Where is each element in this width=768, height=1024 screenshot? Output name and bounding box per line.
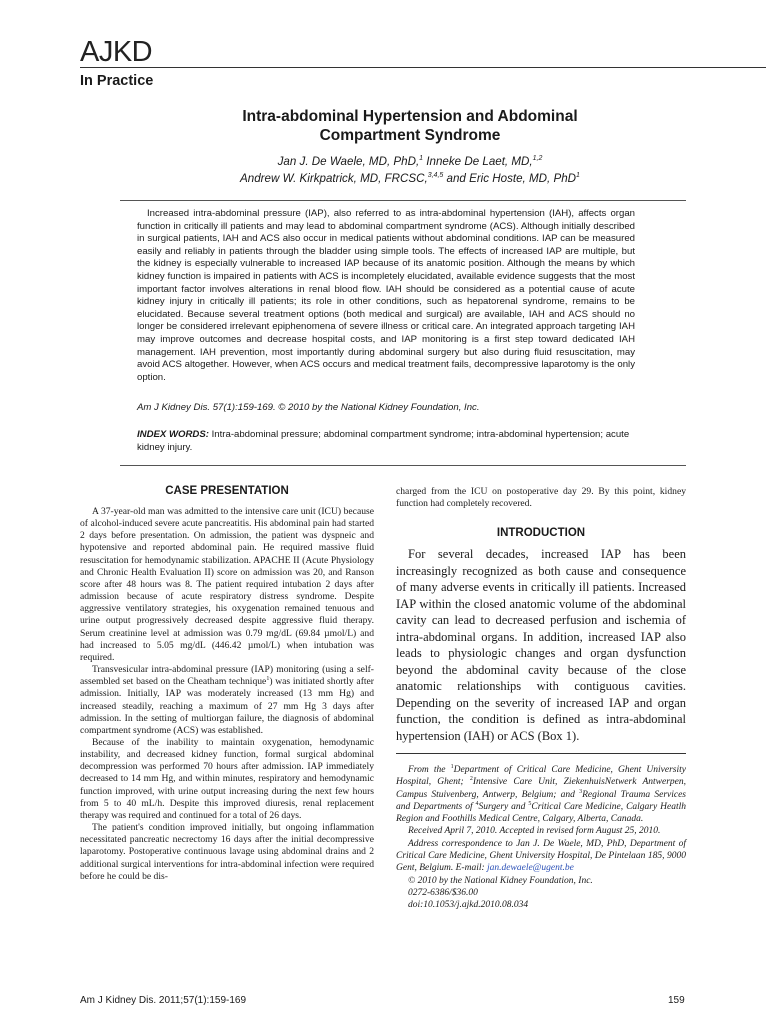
affiliation-text: Department of Critical Care Medicine, Ghent University Hospital, Ghent;: [396, 765, 686, 788]
affiliations: [396, 764, 686, 912]
affiliation-text: Regional Trauma Services and Departments of: [396, 789, 686, 812]
affiliation-paragraph: [396, 764, 686, 825]
affiliation-marker: 2: [469, 776, 473, 783]
affiliation-marker: 4: [475, 800, 479, 807]
author-name: Andrew W. Kirkpatrick, MD, FRCSC,: [240, 172, 428, 185]
author-name: Jan J. De Waele, MD, PhD,: [277, 155, 420, 168]
author-list: [110, 153, 710, 187]
introduction-paragraph: For several decades, increased IAP has been increasingly recognized as both cause and consequence of many adverse events in critically ill patients. Increased IAP within the closed anatomic volume of the abdominal cavity can lead to decreased perfusion and ischemia of intra-abdominal organs. In addition, increased IAP also leads to physiologic changes and organ dysfunction beyond the abdominal cavity because of the close anatomic relationships with contiguous cavities. Depending on the severity of increased IAP and organ function, the condition is defined as intra-abdominal hypertension (IAH) or ACS (Box 1).: [396, 547, 686, 744]
introduction-heading: INTRODUCTION: [496, 527, 586, 539]
page-number: 159: [668, 995, 685, 1006]
doi: doi:10.1053/j.ajkd.2010.08.034: [408, 900, 529, 911]
author-name: Inneke De Laet, MD,: [423, 155, 533, 168]
header-divider: [80, 67, 766, 68]
correspondence: [396, 838, 686, 875]
case-paragraph: A 37-year-old man was admitted to the intensive care unit (ICU) because of alcohol-induced severe acute pancreatitis. His abdominal pain had started 2 days before presentation. On admission, the patient was dyspneic and hypotensive and reported abdominal pain. He required massive fluid resuscitation for hemodynamic stabilization. APACHE II (Acute Physiology and Chronic Health Evaluation II) score on admission was 20, and Ranson score after 48 hours was 8. The patient required intubation 2 days after admission because of acute respiratory distress syndrome. Despite aggressive ventilatory strategies, his oxygenation remained tenuous and urine output progressively decreased despite aggressive fluid therapy. Serum creatinine level at admission was 0.79 mg/dL (69.84 µmol/L) and had increased to 5.05 mg/dL (446.42 µmol/L) when intubation was required.: [80, 506, 374, 663]
case-continuation: [396, 486, 686, 510]
case-text: ) was initiated shortly after admission. Initially, IAP was moderately increased (13 mm Hg) and increased steadily, reaching a maximum of 27 mm Hg 3 days after admission. In the setting of multiorgan failure, the diagnosis of abdominal compartment syndrome (ACS) was established.: [80, 676, 375, 736]
introduction-body: [396, 546, 686, 745]
abstract-citation: Am J Kidney Dis. 57(1):159-169. © 2010 by the National Kidney Foundation, Inc.: [137, 402, 480, 413]
index-words: [137, 429, 635, 454]
article-title: [130, 107, 690, 145]
case-paragraph: The patient's condition improved initially, but ongoing inflammation necessitated pancreatic necrectomy 16 days after the initial decompressive laparotomy. Postoperative continuous lavage using abdominal drains and 2 additional surgical interventions for intra-abdominal infection were required before he could be dis-: [80, 822, 374, 882]
affiliation-text: Surgery and: [478, 801, 529, 812]
case-paragraph: Because of the inability to maintain oxygenation, hemodynamic instability, and decreased kidney function, formal surgical abdominal decompression was performed 70 hours after admission. IAP immediately decreased to 14 mm Hg, and within minutes, respiratory and hemodynamic function improved, with urine output increasing during the next few hours from 5 to 40 mL/h. Despite this improved diuresis, renal replacement therapy was required and continued for a total of 26 days.: [80, 736, 374, 821]
copyright: © 2010 by the National Kidney Foundation, Inc.: [408, 875, 593, 886]
affiliation-text: From the: [408, 765, 451, 775]
author-affiliation: 1: [576, 172, 580, 179]
author-affiliation: 3,4,5: [427, 172, 444, 179]
email-link[interactable]: jan.dewaele@ugent.be: [487, 863, 574, 874]
affiliation-marker: 3: [579, 788, 583, 795]
case-paragraph: charged from the ICU on postoperative day 29. By this point, kidney function had completely recovered.: [396, 486, 686, 510]
case-paragraph: [80, 664, 374, 737]
index-words-text: Intra-abdominal pressure; abdominal compartment syndrome; intra-abdominal hypertension; acute kidney injury.: [137, 429, 630, 453]
journal-logo: AJKD: [80, 36, 153, 68]
author-line-1: [110, 153, 710, 170]
received-date: Received April 7, 2010. Accepted in revised form August 25, 2010.: [408, 826, 661, 837]
footer-citation: Am J Kidney Dis. 2011;57(1):159-169: [80, 995, 247, 1006]
case-body: [80, 506, 374, 883]
author-affiliation: 1,2: [532, 155, 543, 162]
affiliation-text: Intensive Care Unit, ZiekenhuisNetwerk Antwerpen, Campus Stuivenberg, Antwerp, Belgium; and: [396, 777, 686, 800]
case-text: Transvesicular intra-abdominal pressure (IAP) monitoring (using a self-assembled set based on the Cheatham technique: [80, 664, 374, 688]
title-line-2: Compartment Syndrome: [319, 127, 501, 144]
case-heading: CASE PRESENTATION: [165, 485, 289, 497]
reference-marker: 1: [266, 676, 270, 683]
author-line-2: [110, 170, 710, 187]
title-line-1: Intra-abdominal Hypertension and Abdominal: [242, 108, 578, 125]
affiliation-divider: [396, 753, 686, 754]
author-affiliation: 1: [419, 155, 424, 162]
index-words-label: INDEX WORDS:: [137, 429, 209, 440]
price-code: 0272-6386/$36.00: [408, 887, 478, 898]
author-name: and Eric Hoste, MD, PhD: [443, 172, 577, 185]
affiliation-text: Critical Care Medicine, Calgary Heatlh Region and Foothills Medical Centre, Calgary, Alberta, Canada.: [396, 801, 686, 825]
affiliation-marker: 1: [450, 764, 454, 770]
section-label: In Practice: [80, 73, 154, 89]
affiliation-marker: 5: [528, 800, 532, 807]
correspondence-text: Address correspondence to Jan J. De Waele, MD, PhD, Department of Critical Care Medicine, Ghent University Hospital, De Pintelaan 185, 9000 Gent, Belgium. E-mail:: [396, 838, 686, 874]
abstract-text: Increased intra-abdominal pressure (IAP), also referred to as intra-abdominal hypertension (IAH), affects organ function in critically ill patients and may lead to abdominal compartment syndrome (ACS). Although initially described in surgical patients, IAH and ACS also occur in medical patients without abdominal conditions. IAP can be measured easily and reliably in patients through the bladder using simple tools. The effects of increased IAP are multiple, but the kidney is especially vulnerable to increased IAP because of its anatomic position. Although the means by which kidney function is impaired in patients with ACS is incompletely elucidated, available evidence suggests that the most important factor involves alterations in renal blood flow. IAH should be considered as a potential cause of acute kidney injury in critically ill patients; its role in other conditions, such as hepatorenal syndrome, remains to be elucidated. Because several treatment options (both medical and surgical) are available, IAH and ACS should no longer be considered irrelevant epiphenomena of severe illness or critical care. An integrated approach targeting IAH may improve outcomes and decrease hospital costs, and IAP monitoring is a first step toward dedicated IAH management. IAH prevention, most importantly during abdominal surgery but also during fluid resuscitation, may avoid ACS altogether. However, when ACS occurs and medical treatment fails, decompressive laparotomy is the only option.: [137, 208, 635, 383]
